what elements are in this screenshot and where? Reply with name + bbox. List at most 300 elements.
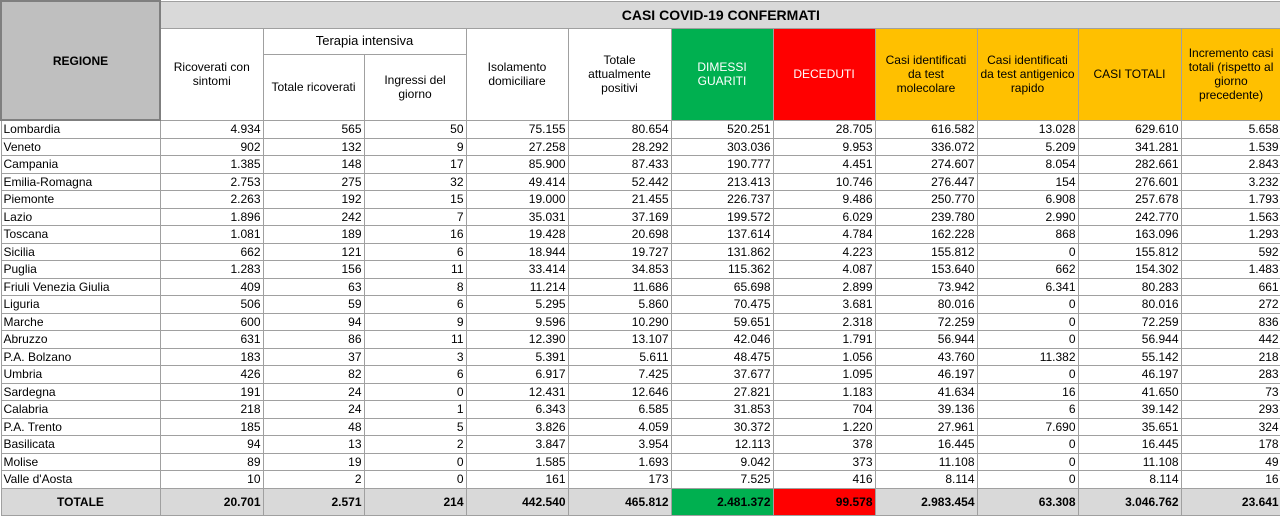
cell-casi-totali: 80.283	[1078, 278, 1181, 296]
cell-totale-ricoverati: 121	[263, 243, 364, 261]
cell-incremento: 1.483	[1181, 261, 1280, 279]
cell-regione: Lombardia	[1, 120, 160, 138]
cell-totale-ricoverati: 48	[263, 418, 364, 436]
cell-isolamento: 19.428	[466, 226, 568, 244]
cell-antigenico: 0	[977, 453, 1078, 471]
table-row	[1, 191, 1280, 209]
table-row	[1, 243, 1280, 261]
cell-dimessi: 137.614	[671, 226, 773, 244]
cell-dimessi: 199.572	[671, 208, 773, 226]
cell-antigenico: 2.990	[977, 208, 1078, 226]
cell-deceduti: 2.899	[773, 278, 875, 296]
cell-ingressi: 7	[364, 208, 466, 226]
total-ingressi: 214	[364, 488, 466, 515]
cell-molecolare: 72.259	[875, 313, 977, 331]
cell-dimessi: 226.737	[671, 191, 773, 209]
cell-molecolare: 616.582	[875, 120, 977, 138]
cell-regione: Molise	[1, 453, 160, 471]
cell-regione: Marche	[1, 313, 160, 331]
cell-dimessi: 190.777	[671, 156, 773, 174]
cell-ingressi: 9	[364, 138, 466, 156]
cell-ingressi: 17	[364, 156, 466, 174]
cell-molecolare: 155.812	[875, 243, 977, 261]
cell-deceduti: 4.087	[773, 261, 875, 279]
cell-isolamento: 35.031	[466, 208, 568, 226]
cell-deceduti: 378	[773, 436, 875, 454]
cell-antigenico: 0	[977, 366, 1078, 384]
cell-isolamento: 161	[466, 471, 568, 489]
cell-antigenico: 5.209	[977, 138, 1078, 156]
cell-molecolare: 73.942	[875, 278, 977, 296]
header-ricoverati: Ricoverati con sintomi	[160, 28, 263, 120]
table-row	[1, 366, 1280, 384]
cell-dimessi: 59.651	[671, 313, 773, 331]
cell-ricoverati: 2.263	[160, 191, 263, 209]
cell-dimessi: 65.698	[671, 278, 773, 296]
cell-casi-totali: 55.142	[1078, 348, 1181, 366]
cell-deceduti: 1.791	[773, 331, 875, 349]
cell-positivi: 6.585	[568, 401, 671, 419]
cell-deceduti: 1.056	[773, 348, 875, 366]
header-antigenico: Casi identificati da test antigenico rapido	[977, 28, 1078, 120]
cell-positivi: 3.954	[568, 436, 671, 454]
total-dimessi: 2.481.372	[671, 488, 773, 515]
table-row	[1, 296, 1280, 314]
cell-positivi: 52.442	[568, 173, 671, 191]
cell-isolamento: 75.155	[466, 120, 568, 138]
cell-molecolare: 46.197	[875, 366, 977, 384]
cell-ricoverati: 662	[160, 243, 263, 261]
table-row	[1, 383, 1280, 401]
cell-dimessi: 31.853	[671, 401, 773, 419]
cell-positivi: 5.860	[568, 296, 671, 314]
total-incremento: 23.641	[1181, 488, 1280, 515]
cell-ricoverati: 185	[160, 418, 263, 436]
cell-positivi: 1.693	[568, 453, 671, 471]
cell-dimessi: 30.372	[671, 418, 773, 436]
cell-totale-ricoverati: 2	[263, 471, 364, 489]
cell-molecolare: 162.228	[875, 226, 977, 244]
cell-totale-ricoverati: 37	[263, 348, 364, 366]
cell-ingressi: 6	[364, 243, 466, 261]
cell-positivi: 173	[568, 471, 671, 489]
cell-ricoverati: 191	[160, 383, 263, 401]
cell-casi-totali: 41.650	[1078, 383, 1181, 401]
cell-totale-ricoverati: 148	[263, 156, 364, 174]
table-row	[1, 418, 1280, 436]
cell-incremento: 592	[1181, 243, 1280, 261]
table-row	[1, 138, 1280, 156]
cell-positivi: 11.686	[568, 278, 671, 296]
cell-deceduti: 416	[773, 471, 875, 489]
cell-molecolare: 11.108	[875, 453, 977, 471]
cell-regione: Valle d'Aosta	[1, 471, 160, 489]
cell-regione: Puglia	[1, 261, 160, 279]
cell-incremento: 293	[1181, 401, 1280, 419]
table-row	[1, 401, 1280, 419]
cell-antigenico: 0	[977, 331, 1078, 349]
header-ingressi: Ingressi del giorno	[364, 54, 466, 120]
cell-deceduti: 1.183	[773, 383, 875, 401]
cell-molecolare: 153.640	[875, 261, 977, 279]
cell-dimessi: 42.046	[671, 331, 773, 349]
total-totale-ricoverati: 2.571	[263, 488, 364, 515]
cell-incremento: 1.293	[1181, 226, 1280, 244]
totals-row	[1, 488, 1280, 515]
cell-isolamento: 5.295	[466, 296, 568, 314]
cell-positivi: 4.059	[568, 418, 671, 436]
cell-positivi: 28.292	[568, 138, 671, 156]
cell-casi-totali: 16.445	[1078, 436, 1181, 454]
cell-antigenico: 6.908	[977, 191, 1078, 209]
cell-regione: Calabria	[1, 401, 160, 419]
cell-isolamento: 1.585	[466, 453, 568, 471]
table-row	[1, 453, 1280, 471]
cell-positivi: 21.455	[568, 191, 671, 209]
cell-totale-ricoverati: 13	[263, 436, 364, 454]
cell-isolamento: 5.391	[466, 348, 568, 366]
cell-totale-ricoverati: 24	[263, 383, 364, 401]
cell-totale-ricoverati: 24	[263, 401, 364, 419]
cell-dimessi: 12.113	[671, 436, 773, 454]
cell-casi-totali: 629.610	[1078, 120, 1181, 138]
cell-totale-ricoverati: 63	[263, 278, 364, 296]
cell-antigenico: 16	[977, 383, 1078, 401]
cell-totale-ricoverati: 192	[263, 191, 364, 209]
cell-regione: Campania	[1, 156, 160, 174]
cell-regione: Piemonte	[1, 191, 160, 209]
cell-molecolare: 336.072	[875, 138, 977, 156]
cell-ricoverati: 409	[160, 278, 263, 296]
cell-totale-ricoverati: 565	[263, 120, 364, 138]
cell-totale-ricoverati: 189	[263, 226, 364, 244]
table-row	[1, 208, 1280, 226]
cell-ricoverati: 218	[160, 401, 263, 419]
cell-deceduti: 28.705	[773, 120, 875, 138]
cell-antigenico: 8.054	[977, 156, 1078, 174]
cell-ricoverati: 2.753	[160, 173, 263, 191]
cell-ricoverati: 4.934	[160, 120, 263, 138]
cell-incremento: 73	[1181, 383, 1280, 401]
cell-casi-totali: 242.770	[1078, 208, 1181, 226]
total-regione: TOTALE	[1, 488, 160, 515]
cell-deceduti: 4.223	[773, 243, 875, 261]
cell-ingressi: 0	[364, 471, 466, 489]
cell-dimessi: 131.862	[671, 243, 773, 261]
header-terapia-intensiva: Terapia intensiva	[263, 28, 466, 54]
header-casi-totali: CASI TOTALI	[1078, 28, 1181, 120]
cell-incremento: 283	[1181, 366, 1280, 384]
table-row	[1, 331, 1280, 349]
cell-molecolare: 250.770	[875, 191, 977, 209]
cell-ingressi: 9	[364, 313, 466, 331]
header-dimessi: DIMESSI GUARITI	[671, 28, 773, 120]
cell-ricoverati: 1.896	[160, 208, 263, 226]
cell-dimessi: 520.251	[671, 120, 773, 138]
cell-positivi: 34.853	[568, 261, 671, 279]
cell-dimessi: 7.525	[671, 471, 773, 489]
table-row	[1, 226, 1280, 244]
cell-isolamento: 6.343	[466, 401, 568, 419]
cell-casi-totali: 35.651	[1078, 418, 1181, 436]
cell-totale-ricoverati: 94	[263, 313, 364, 331]
cell-casi-totali: 163.096	[1078, 226, 1181, 244]
cell-ingressi: 1	[364, 401, 466, 419]
cell-deceduti: 2.318	[773, 313, 875, 331]
cell-regione: Basilicata	[1, 436, 160, 454]
cell-incremento: 1.539	[1181, 138, 1280, 156]
cell-isolamento: 27.258	[466, 138, 568, 156]
cell-isolamento: 19.000	[466, 191, 568, 209]
cell-isolamento: 12.390	[466, 331, 568, 349]
cell-dimessi: 48.475	[671, 348, 773, 366]
header-totale-ricoverati: Totale ricoverati	[263, 54, 364, 120]
table-row	[1, 471, 1280, 489]
cell-ricoverati: 1.081	[160, 226, 263, 244]
cell-ingressi: 8	[364, 278, 466, 296]
cell-casi-totali: 56.944	[1078, 331, 1181, 349]
cell-antigenico: 6.341	[977, 278, 1078, 296]
cell-regione: Abruzzo	[1, 331, 160, 349]
header-isolamento: Isolamento domiciliare	[466, 28, 568, 120]
cell-regione: Friuli Venezia Giulia	[1, 278, 160, 296]
cell-ricoverati: 426	[160, 366, 263, 384]
cell-antigenico: 7.690	[977, 418, 1078, 436]
cell-regione: Lazio	[1, 208, 160, 226]
cell-molecolare: 43.760	[875, 348, 977, 366]
cell-casi-totali: 11.108	[1078, 453, 1181, 471]
cell-casi-totali: 155.812	[1078, 243, 1181, 261]
cell-dimessi: 37.677	[671, 366, 773, 384]
cell-isolamento: 9.596	[466, 313, 568, 331]
cell-molecolare: 239.780	[875, 208, 977, 226]
cell-molecolare: 27.961	[875, 418, 977, 436]
total-isolamento: 442.540	[466, 488, 568, 515]
cell-positivi: 13.107	[568, 331, 671, 349]
table-row	[1, 120, 1280, 138]
cell-molecolare: 39.136	[875, 401, 977, 419]
cell-dimessi: 27.821	[671, 383, 773, 401]
cell-incremento: 5.658	[1181, 120, 1280, 138]
cell-ingressi: 0	[364, 383, 466, 401]
cell-incremento: 16	[1181, 471, 1280, 489]
cell-positivi: 12.646	[568, 383, 671, 401]
cell-ingressi: 11	[364, 261, 466, 279]
cell-antigenico: 154	[977, 173, 1078, 191]
cell-positivi: 19.727	[568, 243, 671, 261]
header-molecolare: Casi identificati da test molecolare	[875, 28, 977, 120]
cell-incremento: 3.232	[1181, 173, 1280, 191]
table-row	[1, 313, 1280, 331]
table-row	[1, 278, 1280, 296]
cell-casi-totali: 282.661	[1078, 156, 1181, 174]
total-ricoverati: 20.701	[160, 488, 263, 515]
cell-casi-totali: 72.259	[1078, 313, 1181, 331]
cell-ingressi: 6	[364, 296, 466, 314]
total-deceduti: 99.578	[773, 488, 875, 515]
header-regione: REGIONE	[1, 1, 160, 120]
cell-incremento: 1.563	[1181, 208, 1280, 226]
cell-isolamento: 6.917	[466, 366, 568, 384]
cell-deceduti: 1.095	[773, 366, 875, 384]
cell-isolamento: 33.414	[466, 261, 568, 279]
cell-deceduti: 4.784	[773, 226, 875, 244]
cell-casi-totali: 154.302	[1078, 261, 1181, 279]
table-row	[1, 436, 1280, 454]
header-deceduti: DECEDUTI	[773, 28, 875, 120]
cell-ingressi: 11	[364, 331, 466, 349]
cell-isolamento: 49.414	[466, 173, 568, 191]
cell-incremento: 218	[1181, 348, 1280, 366]
cell-ricoverati: 183	[160, 348, 263, 366]
cell-incremento: 1.793	[1181, 191, 1280, 209]
table-row	[1, 261, 1280, 279]
cell-positivi: 10.290	[568, 313, 671, 331]
cell-ingressi: 0	[364, 453, 466, 471]
cell-deceduti: 10.746	[773, 173, 875, 191]
cell-ricoverati: 631	[160, 331, 263, 349]
cell-regione: Emilia-Romagna	[1, 173, 160, 191]
cell-deceduti: 6.029	[773, 208, 875, 226]
cell-totale-ricoverati: 82	[263, 366, 364, 384]
cell-totale-ricoverati: 132	[263, 138, 364, 156]
cell-deceduti: 4.451	[773, 156, 875, 174]
cell-deceduti: 704	[773, 401, 875, 419]
cell-deceduti: 9.953	[773, 138, 875, 156]
cell-dimessi: 115.362	[671, 261, 773, 279]
cell-incremento: 661	[1181, 278, 1280, 296]
cell-regione: Veneto	[1, 138, 160, 156]
cell-incremento: 2.843	[1181, 156, 1280, 174]
table-row	[1, 348, 1280, 366]
cell-totale-ricoverati: 242	[263, 208, 364, 226]
total-positivi: 465.812	[568, 488, 671, 515]
cell-antigenico: 0	[977, 436, 1078, 454]
table-row	[1, 173, 1280, 191]
cell-antigenico: 0	[977, 243, 1078, 261]
cell-incremento: 272	[1181, 296, 1280, 314]
cell-molecolare: 274.607	[875, 156, 977, 174]
cell-regione: Toscana	[1, 226, 160, 244]
total-molecolare: 2.983.454	[875, 488, 977, 515]
cell-dimessi: 213.413	[671, 173, 773, 191]
cell-antigenico: 0	[977, 471, 1078, 489]
cell-casi-totali: 39.142	[1078, 401, 1181, 419]
cell-casi-totali: 257.678	[1078, 191, 1181, 209]
cell-deceduti: 9.486	[773, 191, 875, 209]
cell-antigenico: 868	[977, 226, 1078, 244]
cell-deceduti: 3.681	[773, 296, 875, 314]
cell-positivi: 80.654	[568, 120, 671, 138]
table-body	[1, 120, 1280, 515]
cell-positivi: 20.698	[568, 226, 671, 244]
cell-molecolare: 56.944	[875, 331, 977, 349]
cell-incremento: 324	[1181, 418, 1280, 436]
cell-molecolare: 80.016	[875, 296, 977, 314]
cell-regione: P.A. Bolzano	[1, 348, 160, 366]
cell-ingressi: 32	[364, 173, 466, 191]
cell-isolamento: 11.214	[466, 278, 568, 296]
cell-ricoverati: 1.385	[160, 156, 263, 174]
cell-casi-totali: 8.114	[1078, 471, 1181, 489]
cell-casi-totali: 341.281	[1078, 138, 1181, 156]
cell-antigenico: 6	[977, 401, 1078, 419]
cell-totale-ricoverati: 86	[263, 331, 364, 349]
cell-deceduti: 1.220	[773, 418, 875, 436]
cell-incremento: 442	[1181, 331, 1280, 349]
cell-ingressi: 6	[364, 366, 466, 384]
cell-regione: Sardegna	[1, 383, 160, 401]
cell-isolamento: 85.900	[466, 156, 568, 174]
cell-totale-ricoverati: 275	[263, 173, 364, 191]
cell-antigenico: 0	[977, 296, 1078, 314]
cell-ingressi: 2	[364, 436, 466, 454]
total-casi-totali: 3.046.762	[1078, 488, 1181, 515]
cell-ricoverati: 10	[160, 471, 263, 489]
cell-casi-totali: 276.601	[1078, 173, 1181, 191]
cell-positivi: 87.433	[568, 156, 671, 174]
cell-ricoverati: 89	[160, 453, 263, 471]
cell-totale-ricoverati: 19	[263, 453, 364, 471]
cell-ricoverati: 506	[160, 296, 263, 314]
cell-regione: P.A. Trento	[1, 418, 160, 436]
cell-ricoverati: 94	[160, 436, 263, 454]
cell-isolamento: 12.431	[466, 383, 568, 401]
header-incremento: Incremento casi totali (rispetto al giorno precedente)	[1181, 28, 1280, 120]
cell-ingressi: 5	[364, 418, 466, 436]
cell-totale-ricoverati: 59	[263, 296, 364, 314]
cell-regione: Liguria	[1, 296, 160, 314]
cell-ingressi: 15	[364, 191, 466, 209]
cell-incremento: 49	[1181, 453, 1280, 471]
cell-molecolare: 16.445	[875, 436, 977, 454]
cell-antigenico: 0	[977, 313, 1078, 331]
cell-isolamento: 3.847	[466, 436, 568, 454]
cell-deceduti: 373	[773, 453, 875, 471]
cell-molecolare: 8.114	[875, 471, 977, 489]
header-positivi: Totale attualmente positivi	[568, 28, 671, 120]
cell-regione: Sicilia	[1, 243, 160, 261]
cell-ricoverati: 1.283	[160, 261, 263, 279]
table-title: CASI COVID-19 CONFERMATI	[160, 1, 1280, 28]
cell-ricoverati: 600	[160, 313, 263, 331]
cell-positivi: 7.425	[568, 366, 671, 384]
cell-casi-totali: 80.016	[1078, 296, 1181, 314]
cell-casi-totali: 46.197	[1078, 366, 1181, 384]
cell-ingressi: 50	[364, 120, 466, 138]
cell-positivi: 5.611	[568, 348, 671, 366]
cell-ingressi: 16	[364, 226, 466, 244]
cell-incremento: 836	[1181, 313, 1280, 331]
cell-ricoverati: 902	[160, 138, 263, 156]
cell-molecolare: 276.447	[875, 173, 977, 191]
cell-totale-ricoverati: 156	[263, 261, 364, 279]
cell-isolamento: 3.826	[466, 418, 568, 436]
table-row	[1, 156, 1280, 174]
total-antigenico: 63.308	[977, 488, 1078, 515]
cell-incremento: 178	[1181, 436, 1280, 454]
cell-regione: Umbria	[1, 366, 160, 384]
cell-dimessi: 9.042	[671, 453, 773, 471]
cell-antigenico: 13.028	[977, 120, 1078, 138]
cell-positivi: 37.169	[568, 208, 671, 226]
cell-antigenico: 11.382	[977, 348, 1078, 366]
cell-antigenico: 662	[977, 261, 1078, 279]
cell-dimessi: 303.036	[671, 138, 773, 156]
cell-dimessi: 70.475	[671, 296, 773, 314]
cell-isolamento: 18.944	[466, 243, 568, 261]
cell-molecolare: 41.634	[875, 383, 977, 401]
